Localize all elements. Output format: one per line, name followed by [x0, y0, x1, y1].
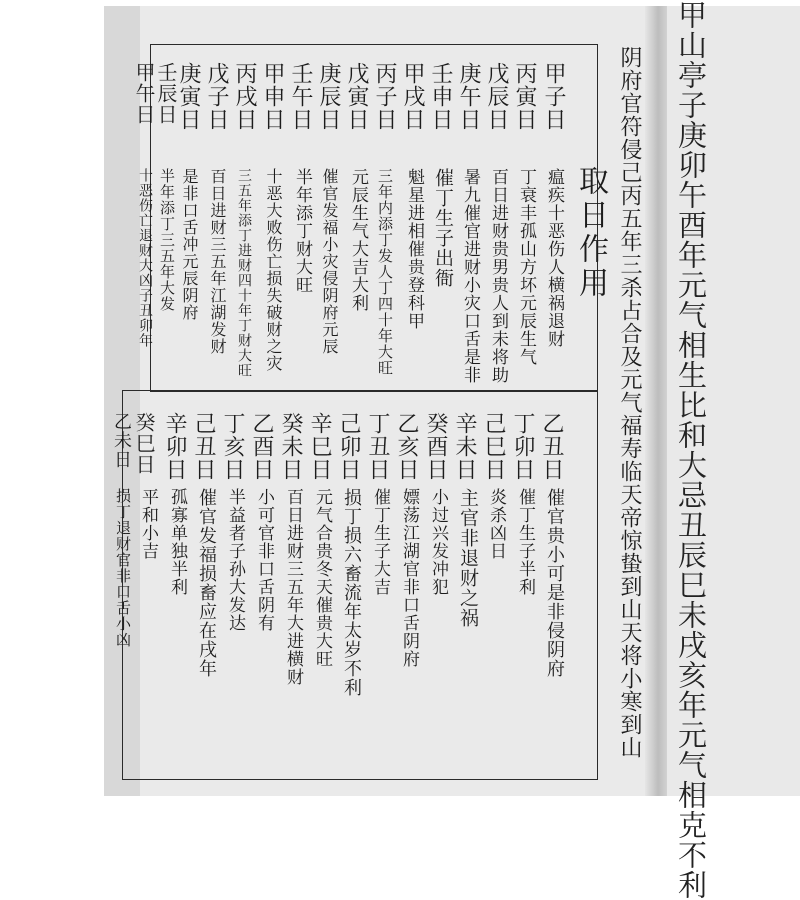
lower-day-11: 乙酉日 [249, 412, 274, 481]
lower-day-14: 辛卯日 [162, 412, 187, 481]
upper-effect-2: 丁衰丰孤山方坏元辰生气 [516, 168, 536, 366]
header-line-1: 甲山亭子庚卯午酉年元气相生比和大忌丑辰巳未戌亥年元气相克不利 [674, 0, 708, 900]
upper-day-8: 戊寅日 [344, 62, 369, 131]
lower-effect-6: 嫖荡江湖官非口舌阴府 [399, 488, 419, 668]
upper-effect-10: 半年添丁财大旺 [292, 168, 312, 294]
upper-day-1: 甲子日 [541, 62, 566, 131]
lower-day-6: 乙亥日 [394, 412, 419, 481]
lower-effect-7: 催丁生子大吉 [370, 488, 390, 596]
upper-day-5: 壬申日 [428, 62, 453, 131]
lower-day-9: 辛巳日 [307, 412, 332, 481]
lower-effect-12: 半益者子孙大发达 [225, 488, 245, 632]
upper-effect-8: 元辰生气大吉大利 [348, 168, 368, 312]
upper-effect-12: 三五年添丁进财四十年丁财大旺 [236, 168, 252, 378]
upper-effect-13: 百日进财三五年江湖发财 [208, 168, 227, 355]
upper-effect-14: 是非口舌冲元辰阴府 [180, 168, 199, 321]
lower-effect-1: 催官贵小可是非侵阴府 [544, 488, 565, 678]
section-title: 取日作用 [573, 165, 608, 301]
lower-effect-10: 百日进财三五年大进横财 [283, 488, 303, 686]
lower-effect-9: 元气合贵冬天催贵大旺 [312, 488, 332, 668]
upper-day-14: 庚寅日 [176, 62, 201, 131]
upper-effect-1: 瘟疾十恶伤人横祸退财 [544, 168, 564, 348]
upper-day-2: 丙寅日 [512, 62, 537, 131]
lower-day-1: 乙丑日 [539, 412, 564, 481]
lower-day-12: 丁亥日 [220, 412, 245, 481]
upper-day-13: 戊子日 [204, 62, 229, 131]
lower-day-10: 癸未日 [278, 412, 303, 481]
upper-day-10: 壬午日 [288, 62, 313, 131]
lower-day-4: 辛未日 [452, 412, 477, 481]
lower-day-16: 乙未日 [111, 412, 132, 469]
lower-effect-8: 损丁损六畜流年太岁不利 [341, 488, 362, 697]
upper-effect-3: 百日进财贵男贵人到未将助 [488, 168, 508, 384]
lower-effect-2: 催丁生子半利 [515, 488, 535, 596]
lower-effect-11: 小可官非口舌阴有 [254, 488, 274, 632]
lower-day-15: 癸巳日 [132, 412, 156, 475]
lower-effect-14: 孤寡单独半利 [167, 488, 187, 596]
upper-effect-7: 三年内添丁发人丁四十年大旺 [376, 168, 394, 376]
lower-day-8: 己卯日 [336, 412, 361, 481]
upper-effect-4: 暑九催官进财小灾口舌是非 [460, 168, 480, 384]
upper-day-7: 丙子日 [372, 62, 397, 131]
lower-effect-16: 损丁退财官非口舌小凶 [114, 488, 132, 648]
lower-effect-13: 催官发福损畜应在戌年 [196, 488, 217, 678]
upper-day-12: 丙戌日 [232, 62, 257, 131]
upper-day-6: 甲戌日 [400, 62, 425, 131]
header-line-2: 阴府官符侵己丙五年三杀占合及元气福寿临天帝惊蛰到山天将小寒到山 [617, 46, 642, 759]
lower-effect-15: 平和小吉 [138, 488, 158, 560]
book-gutter [645, 6, 667, 796]
lower-day-5: 癸酉日 [423, 412, 448, 481]
lower-effect-4: 主官非退财之祸 [457, 488, 479, 628]
lower-effect-5: 小过兴发冲犯 [428, 488, 448, 596]
lower-day-13: 己丑日 [191, 412, 216, 481]
upper-effect-11: 十恶大败伤亡损失破财之灾 [264, 168, 283, 372]
upper-effect-9: 催官发福小灾侵阴府元辰 [320, 168, 339, 355]
upper-effect-5: 催丁生子出衙 [432, 168, 454, 288]
lower-effect-3: 炎杀凶日 [486, 488, 506, 560]
upper-effect-16: 十恶伤亡退财大凶子丑卯年 [137, 168, 153, 348]
upper-day-11: 甲申日 [260, 62, 285, 131]
upper-day-15: 壬辰日 [154, 62, 178, 125]
upper-day-16: 甲午日 [132, 62, 156, 125]
lower-day-3: 己巳日 [481, 412, 506, 481]
lower-day-2: 丁卯日 [510, 412, 535, 481]
upper-day-9: 庚辰日 [316, 62, 341, 131]
upper-day-3: 戊辰日 [484, 62, 509, 131]
upper-effect-6: 魁星进相催贵登科甲 [404, 168, 424, 330]
upper-effect-15: 半年添丁三五年大发 [158, 168, 176, 312]
upper-day-4: 庚午日 [456, 62, 481, 131]
lower-day-7: 丁丑日 [365, 412, 390, 481]
